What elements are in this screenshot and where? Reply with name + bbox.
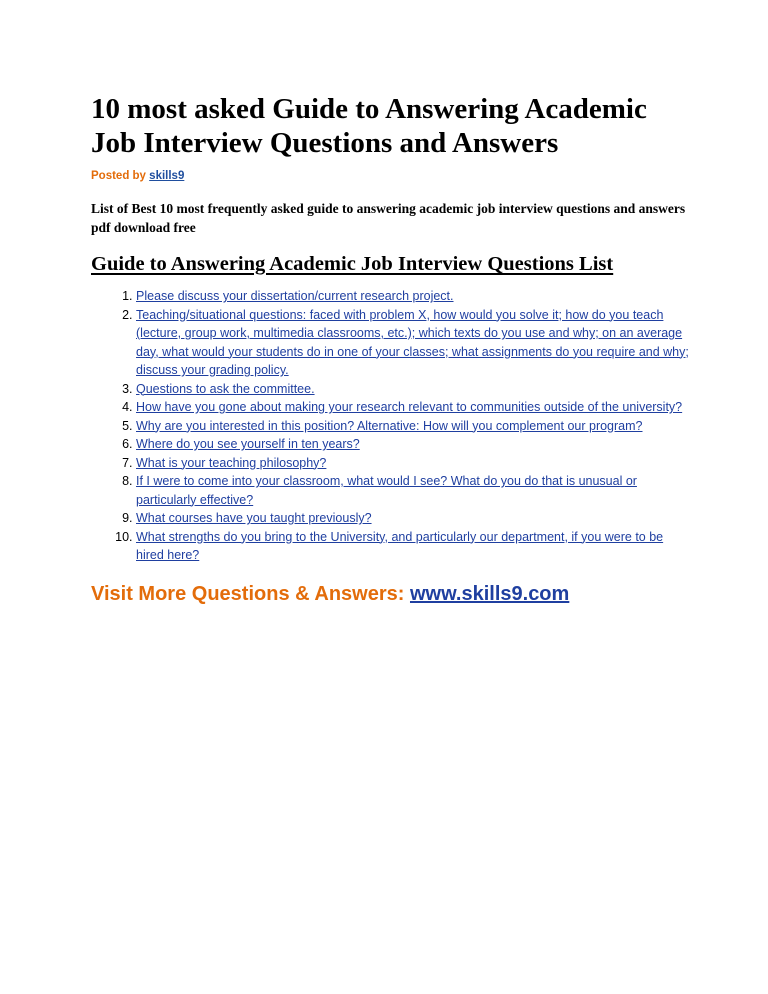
question-link-3[interactable]: Questions to ask the committee.: [136, 381, 315, 396]
list-item: [136, 398, 691, 417]
question-link-10[interactable]: What strengths do you bring to the University, and particularly our department, if you were to be hired here?: [136, 529, 664, 562]
list-item: [136, 380, 691, 399]
question-link-6[interactable]: Where do you see yourself in ten years?: [136, 437, 360, 451]
list-item: [136, 417, 691, 436]
question-link-9[interactable]: What courses have you taught previously?: [136, 511, 372, 525]
posted-by-line: [91, 170, 691, 182]
question-link-4[interactable]: How have you gone about making your research relevant to communities outside of the university?: [136, 400, 683, 414]
list-item: [136, 528, 691, 565]
list-item: [136, 435, 691, 454]
list-item: [136, 287, 691, 306]
visit-more-line: [91, 583, 691, 606]
section-heading: Guide to Answering Academic Job Interview Questions List: [91, 253, 614, 275]
document-title: 10 most asked Guide to Answering Academic Job Interview Questions and Answers: [91, 93, 647, 159]
intro-paragraph: List of Best 10 most frequently asked guide to answering academic job interview questions and answers pdf download free: [91, 201, 686, 235]
list-item: [136, 454, 691, 473]
question-link-7[interactable]: What is your teaching philosophy?: [136, 455, 327, 470]
list-item: [136, 306, 691, 380]
visit-label: Visit More Questions & Answers:: [91, 582, 405, 605]
question-link-1[interactable]: Please discuss your dissertation/current research project.: [136, 289, 454, 303]
document-page: [91, 92, 691, 606]
author-link[interactable]: skills9: [149, 170, 185, 182]
posted-by-label: Posted by: [91, 170, 146, 182]
question-link-5[interactable]: Why are you interested in this position? Alternative: How will you complement our program?: [136, 418, 643, 433]
question-list: [91, 287, 691, 565]
list-item: [136, 472, 691, 509]
question-link-2[interactable]: Teaching/situational questions: faced with problem X, how would you solve it; how do you teach (lecture, group work, multimedia classrooms, etc.); which texts do you use and why; on an average day, what would your students do in one of your classes; what assignments do you require and why; discuss your grading policy.: [136, 307, 689, 377]
website-link[interactable]: www.skills9.com: [409, 582, 570, 605]
question-link-8[interactable]: If I were to come into your classroom, what would I see? What do you do that is unusual or particularly effective?: [136, 474, 637, 507]
list-item: [136, 509, 691, 528]
